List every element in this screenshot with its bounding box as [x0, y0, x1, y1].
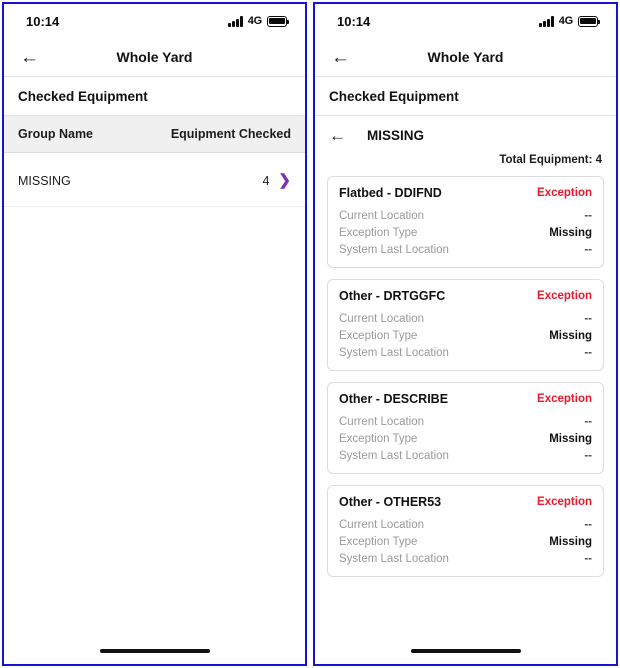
nav-bar-right — [315, 38, 616, 76]
total-equipment-label: Total Equipment: 4 — [315, 152, 616, 176]
list-item[interactable] — [327, 279, 604, 371]
field-label: System Last Location — [339, 449, 449, 462]
list-item[interactable] — [327, 382, 604, 474]
card-header — [339, 289, 592, 303]
list-item[interactable] — [327, 485, 604, 577]
status-time: 10:14 — [337, 13, 371, 29]
field-label: Current Location — [339, 518, 425, 531]
field-label: Exception Type — [339, 226, 418, 239]
row-group-name: MISSING — [18, 173, 71, 188]
field-value: -- — [584, 243, 592, 256]
equipment-card-list — [315, 176, 616, 638]
status-badge: Exception — [537, 187, 592, 199]
status-indicators — [228, 15, 287, 27]
field-label: Current Location — [339, 209, 425, 222]
card-header — [339, 186, 592, 200]
field-value: -- — [584, 449, 592, 462]
field-exception-type — [339, 533, 592, 550]
field-current-location — [339, 413, 592, 430]
chevron-right-icon[interactable]: ❯ — [278, 172, 291, 189]
field-system-last-location — [339, 241, 592, 258]
status-indicators — [539, 15, 598, 27]
column-header-equipment-checked: Equipment Checked — [170, 127, 291, 141]
field-value: Missing — [549, 329, 592, 342]
right-phone-screen — [313, 2, 618, 666]
card-header — [339, 392, 592, 406]
field-value: -- — [584, 518, 592, 531]
back-arrow-icon[interactable]: ← — [331, 46, 350, 68]
status-badge: Exception — [537, 290, 592, 302]
network-label: 4G — [247, 15, 262, 27]
field-label: System Last Location — [339, 346, 449, 359]
list-item[interactable] — [327, 176, 604, 268]
field-value: -- — [584, 415, 592, 428]
equipment-title: Other - DESCRIBE — [339, 392, 449, 406]
field-value: Missing — [549, 535, 592, 548]
status-badge: Exception — [537, 393, 592, 405]
equipment-title: Other - OTHER53 — [339, 495, 442, 509]
field-value: Missing — [549, 226, 592, 239]
group-title: MISSING — [367, 128, 425, 143]
field-label: Exception Type — [339, 432, 418, 445]
field-value: -- — [584, 312, 592, 325]
field-system-last-location — [339, 550, 592, 567]
group-sub-header — [315, 116, 616, 152]
page-title: Whole Yard — [116, 49, 193, 65]
field-current-location — [339, 516, 592, 533]
field-label: Current Location — [339, 415, 425, 428]
field-label: Exception Type — [339, 535, 418, 548]
status-bar-left — [4, 4, 305, 38]
field-value: -- — [584, 209, 592, 222]
field-exception-type — [339, 224, 592, 241]
network-label: 4G — [558, 15, 573, 27]
field-exception-type — [339, 430, 592, 447]
card-header — [339, 495, 592, 509]
battery-icon — [578, 16, 598, 27]
table-row[interactable] — [4, 153, 305, 207]
field-system-last-location — [339, 447, 592, 464]
column-header-group-name: Group Name — [18, 127, 94, 141]
back-arrow-icon[interactable]: ← — [20, 46, 39, 68]
home-indicator — [315, 638, 616, 664]
home-indicator — [4, 638, 305, 664]
battery-icon — [267, 16, 287, 27]
field-label: System Last Location — [339, 243, 449, 256]
field-system-last-location — [339, 344, 592, 361]
field-exception-type — [339, 327, 592, 344]
signal-bars-icon — [228, 16, 243, 27]
status-time: 10:14 — [26, 13, 60, 29]
equipment-title: Other - DRTGGFC — [339, 289, 446, 303]
field-label: System Last Location — [339, 552, 449, 565]
field-value: -- — [584, 346, 592, 359]
nav-bar-left — [4, 38, 305, 76]
field-current-location — [339, 207, 592, 224]
section-title-checked-equipment: Checked Equipment — [315, 76, 616, 116]
status-bar-right — [315, 4, 616, 38]
signal-bars-icon — [539, 16, 554, 27]
page-title: Whole Yard — [427, 49, 504, 65]
equipment-title: Flatbed - DDIFND — [339, 186, 442, 200]
field-label: Current Location — [339, 312, 425, 325]
table-header — [4, 116, 305, 153]
back-arrow-icon[interactable]: ← — [329, 126, 346, 145]
field-value: -- — [584, 552, 592, 565]
status-badge: Exception — [537, 496, 592, 508]
field-current-location — [339, 310, 592, 327]
field-value: Missing — [549, 432, 592, 445]
section-title-checked-equipment: Checked Equipment — [4, 76, 305, 116]
left-phone-screen — [2, 2, 307, 666]
empty-list-area — [4, 207, 305, 638]
field-label: Exception Type — [339, 329, 418, 342]
row-equipment-count: 4 — [262, 173, 270, 188]
